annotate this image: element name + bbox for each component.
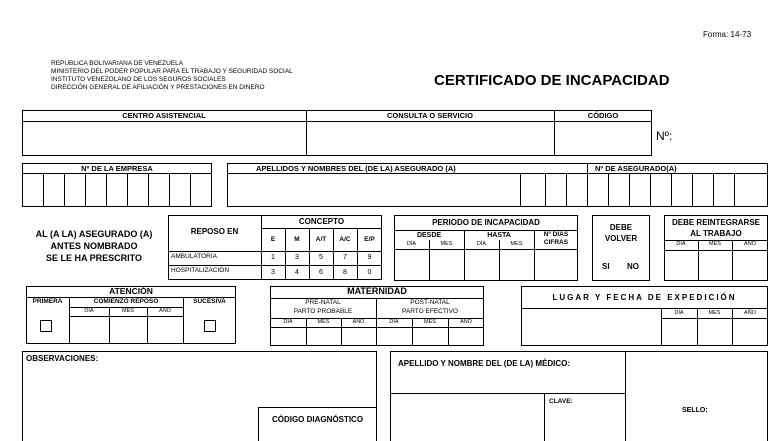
numero-label: Nº:: [656, 129, 673, 143]
concepto-col-ac: A/C: [339, 236, 351, 243]
periodo-label: PERIODO DE INCAPACIDAD: [432, 218, 540, 227]
post-natal-ano-field[interactable]: [449, 328, 483, 345]
ambulatoria-code-e[interactable]: 1: [271, 254, 275, 261]
reintegro-ano-label: AÑO: [744, 241, 756, 247]
desde-dia-label: DÍA: [406, 241, 417, 247]
observaciones-field[interactable]: [24, 366, 256, 438]
parto-probable-label: PARTO PROBABLE: [293, 308, 353, 315]
asegurado-line-3: SE LE HA PRESCRITO: [45, 253, 143, 263]
num-empresa-label: Nº DE LA EMPRESA: [81, 164, 153, 173]
ambulatoria-code-ac[interactable]: 7: [343, 254, 347, 261]
expedicion-mes-field[interactable]: [698, 319, 731, 345]
reposo-en-label: REPOSO EN: [190, 227, 239, 236]
reintegrarse-label-1: DEBE REINTEGRARSE: [671, 218, 760, 227]
reintegro-dia-label: DÍA: [676, 241, 686, 247]
expedicion-dia-label: DÍA: [674, 310, 684, 316]
hospitalizacion-code-ac[interactable]: 8: [343, 269, 347, 276]
debe-label: DEBE: [609, 223, 633, 232]
desde-label: DESDE: [416, 232, 442, 239]
comienzo-mes-field[interactable]: [110, 317, 146, 343]
pre-natal-mes-label: MES: [317, 319, 330, 325]
post-natal-dia-label: DÍA: [389, 319, 399, 325]
hospitalizacion-code-m[interactable]: 4: [295, 269, 299, 276]
hasta-dia-field[interactable]: [465, 250, 498, 280]
post-natal-dia-field[interactable]: [377, 328, 411, 345]
expedicion-ano-label: AÑO: [744, 310, 756, 316]
volver-label: VOLVER: [604, 234, 638, 243]
parto-efectivo-label: PARTO EFECTIVO: [402, 308, 458, 315]
ambulatoria-code-at[interactable]: 5: [319, 254, 323, 261]
clave-field[interactable]: [546, 408, 623, 440]
num-dias-label: Nº DIAS: [543, 231, 569, 238]
pre-natal-mes-field[interactable]: [307, 328, 340, 345]
hospitalizacion-code-e[interactable]: 3: [271, 269, 275, 276]
comienzo-ano-field[interactable]: [148, 317, 182, 343]
comienzo-reposo-label: COMIENZO REPOSO: [93, 298, 159, 305]
comienzo-mes-label: MES: [122, 308, 134, 314]
debe-volver-si[interactable]: SI: [602, 262, 610, 271]
num-asegurado-label: Nº DE ASEGURADO(A): [595, 164, 677, 173]
comienzo-dia-label: DÍA: [84, 308, 94, 314]
post-natal-label: POST-NATAL: [410, 299, 450, 306]
consulta-servicio-field[interactable]: [307, 122, 553, 155]
reintegro-mes-label: MES: [709, 241, 721, 247]
maternidad-label: MATERNIDAD: [347, 286, 407, 296]
codigo-label: CÓDIGO: [587, 111, 619, 120]
observaciones-label: OBSERVACIONES:: [26, 354, 99, 363]
medico-label: APELLIDO Y NOMBRE DEL (DE LA) MÉDICO:: [398, 359, 571, 368]
hospitalizacion-label: HOSPITALIZACIÓN: [171, 267, 230, 274]
asegurado-line-2: ANTES NOMBRADO: [50, 241, 138, 251]
desde-dia-field[interactable]: [395, 250, 428, 280]
num-empresa-field[interactable]: [23, 174, 211, 206]
cifras-label: CIFRAS: [543, 239, 569, 246]
clave-label: CLAVE:: [549, 398, 573, 405]
pre-natal-ano-field[interactable]: [342, 328, 375, 345]
codigo-field[interactable]: [555, 122, 651, 155]
pre-natal-ano-label: AÑO: [352, 319, 365, 325]
lugar-expedicion-field[interactable]: [522, 309, 660, 345]
header-line-1: REPUBLICA BOLIVARIANA DE VENEZUELA: [51, 60, 184, 67]
medico-field[interactable]: [392, 372, 622, 391]
hospitalizacion-code-ep[interactable]: 0: [367, 269, 372, 276]
desde-mes-field[interactable]: [430, 250, 463, 280]
post-natal-mes-label: MES: [424, 319, 436, 325]
pre-natal-dia-label: DÍA: [283, 319, 293, 325]
header-line-3: INSTITUTO VENEZOLANO DE LOS SEGUROS SOCIALES: [51, 76, 226, 83]
header-line-2: MINISTERIO DEL PODER POPULAR PARA EL TRABAJO Y SEGURIDAD SOCIAL: [51, 68, 293, 75]
centro-asistencial-label: CENTRO ASISTENCIAL: [122, 111, 206, 120]
ambulatoria-code-ep[interactable]: 9: [367, 254, 372, 261]
centro-asistencial-field[interactable]: [23, 122, 305, 155]
sello-label: SELLO:: [682, 407, 708, 414]
atencion-label: ATENCIÓN: [109, 286, 153, 296]
form-title: CERTIFICADO DE INCAPACIDAD: [434, 72, 670, 89]
expedicion-mes-label: MES: [708, 310, 721, 316]
reintegro-dia-field[interactable]: [665, 251, 697, 280]
num-asegurado-field[interactable]: [588, 174, 767, 206]
post-natal-ano-label: AÑO: [460, 319, 472, 325]
comienzo-ano-label: AÑO: [159, 308, 171, 314]
hospitalizacion-code-at[interactable]: 6: [319, 269, 323, 276]
lugar-fecha-label: LUGAR Y FECHA DE EXPEDICIÓN: [552, 293, 737, 302]
reintegro-mes-field[interactable]: [699, 251, 731, 280]
pre-natal-dia-field[interactable]: [271, 328, 305, 345]
hasta-label: HASTA: [487, 232, 511, 239]
concepto-col-e: E: [270, 236, 276, 243]
concepto-col-at: A/T: [315, 236, 327, 243]
hasta-dia-label: DÍA: [476, 241, 487, 247]
expedicion-dia-field[interactable]: [662, 319, 696, 345]
pre-natal-label: PRE-NATAL: [305, 299, 341, 306]
codigo-diagnostico-label[interactable]: CÓDIGO DIAGNÓSTICO: [271, 415, 364, 424]
concepto-label: CONCEPTO: [298, 217, 345, 226]
debe-volver-no[interactable]: NO: [627, 262, 639, 271]
num-dias-field[interactable]: [535, 250, 577, 280]
ambulatoria-label: AMBULATORIA: [171, 253, 217, 260]
ambulatoria-code-m[interactable]: 3: [295, 254, 299, 261]
header-line-4: DIRECCIÓN GENERAL DE AFILIACIÓN Y PRESTACIONES EN DINERO: [51, 84, 265, 91]
apellidos-nombres-field[interactable]: [228, 174, 519, 206]
primera-checkbox[interactable]: [40, 320, 52, 332]
numero-field[interactable]: [680, 126, 770, 146]
concepto-col-m: M: [294, 236, 300, 243]
form-number: Forma: 14-73: [703, 30, 752, 39]
hasta-mes-field[interactable]: [500, 250, 533, 280]
desde-mes-label: MES: [440, 241, 453, 247]
apellidos-nombres-label: APELLIDOS Y NOMBRES DEL (DE LA) ASEGURADO (A): [256, 164, 456, 173]
sucesiva-label: SUCESIVA: [193, 298, 226, 305]
post-natal-mes-field[interactable]: [413, 328, 447, 345]
asegurado-line-1: AL (A LA) ASEGURADO (A): [35, 229, 153, 239]
primera-label: PRIMERA: [32, 298, 63, 305]
sucesiva-checkbox[interactable]: [204, 320, 216, 332]
reintegrarse-label-2: AL TRABAJO: [690, 229, 742, 238]
concepto-col-ep: E/P: [364, 236, 375, 243]
expedicion-ano-field[interactable]: [733, 319, 767, 345]
hasta-mes-label: MES: [510, 241, 523, 247]
codigo-diagnostico-box: [258, 407, 377, 441]
reintegro-ano-field[interactable]: [733, 251, 767, 280]
consulta-servicio-label: CONSULTA O SERVICIO: [387, 111, 473, 120]
comienzo-dia-field[interactable]: [70, 317, 108, 343]
